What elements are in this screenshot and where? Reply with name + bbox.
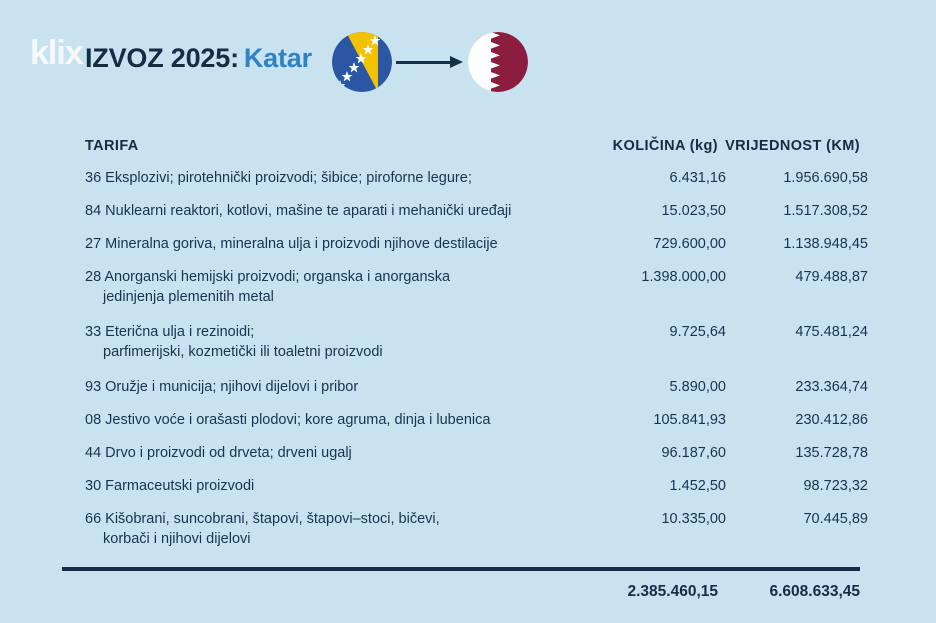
- row-tarifa: [85, 443, 571, 463]
- totals-label: [85, 583, 563, 601]
- row-vrijednost: 479.488,87: [795, 269, 868, 285]
- row-tarifa-line1: 84 Nuklearni reaktori, kotlovi, mašine te aparati i mehanički uređaji: [85, 203, 512, 219]
- table-header-row: [85, 124, 860, 154]
- row-tarifa: [85, 201, 571, 221]
- page-title-main: IZVOZ 2025:: [85, 43, 239, 73]
- row-tarifa-line2: parfimerijski, kozmetički ili toaletni proizvodi: [103, 344, 383, 360]
- row-tarifa: [85, 476, 571, 496]
- row-tarifa-line1: 33 Eterična ulja i rezinoidi;: [85, 324, 255, 340]
- row-tarifa-line1: 28 Anorganski hemijski proizvodi; organska i anorganska: [85, 269, 451, 285]
- row-kolicina: 1.452,50: [669, 478, 726, 494]
- row-tarifa: [85, 322, 571, 362]
- header: [0, 0, 936, 110]
- arrow-right-icon: [396, 58, 464, 68]
- row-tarifa-line1: 36 Eksplozivi; pirotehnički proizvodi; šibice; piroforne legure;: [85, 170, 472, 186]
- row-tarifa-line1: 44 Drvo i proizvodi od drveta; drveni ugalj: [85, 445, 352, 461]
- row-kolicina: 1.398.000,00: [641, 269, 726, 285]
- row-tarifa: [85, 267, 571, 307]
- row-vrijednost: 230.412,86: [795, 412, 868, 428]
- table-row: [85, 201, 868, 221]
- arrow-shaft: [396, 61, 454, 64]
- export-table: [85, 124, 868, 564]
- table-row: [85, 267, 868, 307]
- row-kolicina: 6.431,16: [669, 170, 726, 186]
- row-vrijednost: 135.728,78: [795, 445, 868, 461]
- klix-logo: klix: [30, 34, 83, 72]
- row-tarifa: [85, 509, 571, 549]
- arrow-head: [450, 56, 463, 68]
- table-row: [85, 168, 868, 188]
- totals-row: [85, 583, 860, 601]
- column-header-vrijednost: VRIJEDNOST (KM): [725, 138, 860, 154]
- table-row: [85, 509, 868, 549]
- table-row: [85, 410, 868, 430]
- row-tarifa-line2: jedinjenja plemenitih metal: [103, 289, 274, 305]
- page-title: [85, 42, 312, 74]
- row-tarifa: [85, 234, 571, 254]
- row-tarifa-line1: 66 Kišobrani, suncobrani, štapovi, štapovi–stoci, bičevi,: [85, 511, 440, 527]
- row-vrijednost: 1.138.948,45: [783, 236, 868, 252]
- row-kolicina: 9.725,64: [669, 324, 726, 340]
- table-row: [85, 322, 868, 362]
- table-row: [85, 377, 868, 397]
- row-tarifa-line1: 27 Mineralna goriva, mineralna ulja i proizvodi njihove destilacije: [85, 236, 498, 252]
- row-kolicina: 5.890,00: [669, 379, 726, 395]
- row-vrijednost: 1.956.690,58: [783, 170, 868, 186]
- flag-route: [332, 30, 542, 96]
- totals-vrijednost: 6.608.633,45: [769, 583, 860, 600]
- table-row: [85, 234, 868, 254]
- row-tarifa-line1: 08 Jestivo voće i orašasti plodovi; kore agruma, dinja i lubenica: [85, 412, 491, 428]
- row-tarifa: [85, 377, 571, 397]
- totals-divider: [62, 567, 860, 571]
- row-kolicina: 105.841,93: [653, 412, 726, 428]
- table-row: [85, 476, 868, 496]
- row-vrijednost: 1.517.308,52: [783, 203, 868, 219]
- row-kolicina: 15.023,50: [661, 203, 726, 219]
- totals-kolicina: 2.385.460,15: [627, 583, 718, 600]
- row-tarifa: [85, 410, 571, 430]
- row-kolicina: 10.335,00: [661, 511, 726, 527]
- row-vrijednost: 70.445,89: [803, 511, 868, 527]
- row-vrijednost: 475.481,24: [795, 324, 868, 340]
- table-row: [85, 443, 868, 463]
- row-tarifa-line1: 30 Farmaceutski proizvodi: [85, 478, 255, 494]
- page-title-country: Katar: [243, 43, 312, 73]
- row-kolicina: 96.187,60: [661, 445, 726, 461]
- row-tarifa-line1: 93 Oružje i municija; njihovi dijelovi i pribor: [85, 379, 359, 395]
- qatar-flag-icon: [468, 32, 528, 92]
- bosnia-and-herzegovina-flag-icon: [332, 32, 392, 92]
- row-vrijednost: 98.723,32: [803, 478, 868, 494]
- column-header-tarifa: TARIFA: [85, 138, 139, 154]
- row-tarifa-line2: korbači i njihovi dijelovi: [103, 531, 251, 547]
- row-vrijednost: 233.364,74: [795, 379, 868, 395]
- row-kolicina: 729.600,00: [653, 236, 726, 252]
- table-body: [85, 168, 868, 549]
- row-tarifa: [85, 168, 571, 188]
- column-header-kolicina: KOLIČINA (kg): [612, 138, 718, 154]
